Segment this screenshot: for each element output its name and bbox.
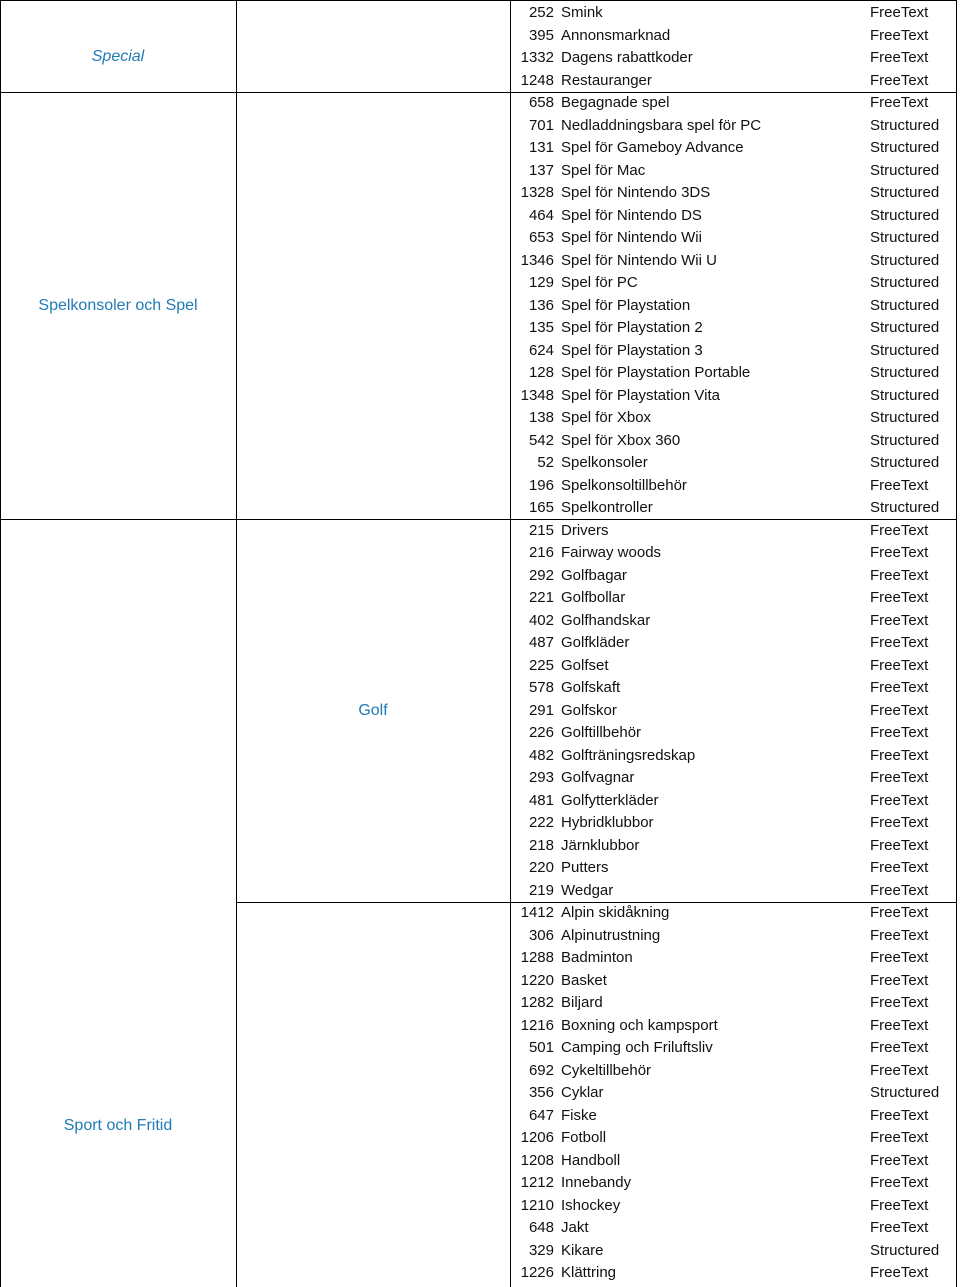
field-type: Structured [870,409,940,426]
category-id: 196 [528,476,554,494]
group-label-spelkonsoler: Spelkonsoler och Spel [38,297,198,314]
field-type: FreeText [870,1106,929,1124]
category-id: 1332 [520,49,554,66]
field-type: Structured [870,139,940,156]
category-id: 1208 [520,1151,554,1169]
category-name: Boxning och kampsport [561,1016,718,1034]
category-id: 291 [528,701,554,719]
table-row [510,857,956,880]
category-id: 1288 [520,949,554,966]
category-name: Ishockey [561,1196,621,1214]
field-type: FreeText [870,859,929,876]
category-name: Golfbagar [561,566,627,584]
category-name: Spel för Playstation 2 [561,319,703,336]
field-type: FreeText [870,994,929,1011]
group-label-special: Special [91,48,145,65]
category-id: 701 [528,116,554,134]
category-name: Alpin skidåkning [561,904,670,921]
field-type: FreeText [870,769,929,786]
category-name: Innebandy [561,1174,632,1191]
table-row [510,700,956,723]
category-name: Fiske [561,1106,597,1124]
group-label-golf: Golf [358,702,388,719]
category-name: Spel för Playstation 3 [561,341,703,359]
field-type: Structured [870,1084,940,1101]
category-id: 1212 [520,1174,554,1191]
field-type: FreeText [870,544,929,561]
table-row [510,790,956,813]
field-type: FreeText [870,679,929,696]
category-name: Golfvagnar [561,769,635,786]
field-type: FreeText [870,1174,929,1191]
field-type: FreeText [870,566,929,584]
category-id: 624 [528,341,554,359]
field-type: Structured [870,116,940,134]
category-name: Alpinutrustning [561,926,661,944]
table-row [510,2,956,25]
category-name: Spel för Nintendo Wii U [561,251,717,269]
category-name: Spel för Gameboy Advance [561,139,744,156]
category-name: Golfhandskar [561,611,651,629]
field-type: FreeText [870,971,929,989]
category-name: Handboll [561,1151,621,1169]
category-id: 292 [528,566,554,584]
field-type: FreeText [870,904,929,921]
category-name: Drivers [561,521,609,539]
table-row [510,160,956,183]
category-id: 647 [528,1106,554,1124]
category-name: Golfskaft [561,679,621,696]
category-name: Begagnade spel [561,94,670,111]
category-name: Järnklubbor [561,836,640,854]
category-name: Golfbollar [561,589,626,606]
category-id: 219 [528,881,554,899]
table-row [510,430,956,453]
category-id: 306 [528,926,554,944]
field-type: Structured [870,364,940,381]
category-id: 220 [528,859,554,876]
category-id: 1226 [520,1264,554,1281]
category-id: 135 [528,319,554,336]
field-type: Structured [870,229,940,246]
category-name: Nedladdningsbara spel för PC [561,116,762,134]
field-type: FreeText [870,1196,929,1214]
category-name: Dagens rabattkoder [561,49,693,66]
table-row [510,340,956,363]
field-type: FreeText [870,1061,929,1079]
category-id: 481 [528,791,554,809]
table-row [510,632,956,655]
category-name: Spelkonsoltillbehör [561,476,687,494]
category-id: 128 [528,364,554,381]
category-id: 137 [528,161,554,179]
field-type: Structured [870,341,940,359]
category-id: 329 [528,1241,554,1259]
category-name: Cykeltillbehör [561,1061,652,1079]
category-id: 252 [528,4,554,21]
category-name: Spel för Nintendo 3DS [561,184,711,201]
table-row [510,1150,956,1173]
table-row [510,1105,956,1128]
category-id: 356 [528,1084,554,1101]
field-type: Structured [870,274,940,291]
table-row [510,925,956,948]
table-row [510,317,956,340]
column-divider [236,0,237,1287]
category-id: 1412 [520,904,554,921]
category-name: Smink [561,4,603,21]
category-name: Badminton [561,949,633,966]
category-name: Klättring [561,1264,617,1281]
field-type: FreeText [870,476,929,494]
category-id: 226 [528,724,554,741]
category-id: 131 [528,139,554,156]
field-type: FreeText [870,926,929,944]
table-border-left [0,0,1,1287]
category-name: Putters [561,859,609,876]
table-border-right [956,0,957,1287]
table-row [510,272,956,295]
category-id: 1282 [520,994,554,1011]
table-row [510,497,956,520]
table-row [510,677,956,700]
category-id: 542 [528,431,554,449]
field-type: FreeText [870,1264,929,1281]
category-id: 138 [528,409,554,426]
category-name: Kikare [561,1241,604,1259]
table-row [510,722,956,745]
category-id: 653 [528,229,554,246]
field-type: Structured [870,454,940,471]
category-id: 578 [528,679,554,696]
table-row [510,565,956,588]
category-name: Spel för Playstation Vita [561,386,720,404]
field-type: Structured [870,296,940,314]
category-name: Fotboll [561,1129,607,1146]
category-name: Restauranger [561,71,652,89]
category-id: 1248 [520,71,554,89]
table-row [510,902,956,925]
table-row [510,1195,956,1218]
field-type: Structured [870,206,940,224]
table-row [510,542,956,565]
category-id: 216 [528,544,554,561]
table-row [510,1127,956,1150]
field-type: FreeText [870,1151,929,1169]
category-id: 464 [528,206,554,224]
table-row [510,812,956,835]
table-row [510,475,956,498]
field-type: FreeText [870,791,929,809]
table-row [510,947,956,970]
table-row [510,970,956,993]
table-row [510,655,956,678]
table-row [510,1015,956,1038]
table-row [510,767,956,790]
category-id: 218 [528,836,554,854]
category-id: 487 [528,634,554,651]
category-name: Golfskor [561,701,617,719]
table-row [510,250,956,273]
table-row [510,745,956,768]
category-name: Spel för Nintendo Wii [561,229,702,246]
field-type: Structured [870,251,940,269]
category-name: Spel för Xbox [561,409,652,426]
category-id: 1348 [520,386,554,404]
category-name: Cyklar [561,1084,604,1101]
field-type: Structured [870,319,940,336]
table-row [510,520,956,543]
field-type: FreeText [870,521,929,539]
category-name: Spel för Nintendo DS [561,206,702,224]
category-name: Wedgar [561,881,614,899]
field-type: FreeText [870,949,929,966]
field-type: FreeText [870,881,929,899]
category-id: 215 [528,521,554,539]
category-id: 1206 [520,1129,554,1146]
field-type: FreeText [870,1219,929,1236]
category-id: 1328 [520,184,554,201]
table-row [510,880,956,903]
field-type: FreeText [870,589,929,606]
field-type: FreeText [870,611,929,629]
table-row [510,407,956,430]
table-row [510,115,956,138]
field-type: FreeText [870,49,929,66]
category-rows [510,2,956,1285]
field-type: FreeText [870,1129,929,1146]
category-name: Spel för Mac [561,161,646,179]
category-name: Golfkläder [561,634,630,651]
category-id: 225 [528,656,554,674]
field-type: FreeText [870,814,929,831]
field-type: FreeText [870,746,929,764]
category-id: 222 [528,814,554,831]
table-row [510,182,956,205]
table-row [510,362,956,385]
category-id: 1210 [520,1196,554,1214]
category-name: Spel för Playstation [561,296,691,314]
field-type: FreeText [870,634,929,651]
category-name: Spel för Xbox 360 [561,431,681,449]
field-type: Structured [870,386,940,404]
table-row [510,1172,956,1195]
field-type: Structured [870,184,940,201]
category-name: Annonsmarknad [561,26,671,44]
category-name: Golfträningsredskap [561,746,696,764]
category-name: Spelkontroller [561,499,653,516]
category-name: Golftillbehör [561,724,642,741]
field-type: FreeText [870,701,929,719]
table-row [510,1217,956,1240]
category-id: 402 [528,611,554,629]
field-type: FreeText [870,94,929,111]
category-id: 165 [528,499,554,516]
table-row [510,587,956,610]
table-row [510,47,956,70]
category-id: 136 [528,296,554,314]
table-row [510,1037,956,1060]
field-type: FreeText [870,656,929,674]
field-type: FreeText [870,71,929,89]
field-type: FreeText [870,26,929,44]
table-row [510,385,956,408]
table-row [510,835,956,858]
category-id: 658 [528,94,554,111]
category-id: 1346 [520,251,554,269]
category-id: 221 [528,589,554,606]
table-row [510,1082,956,1105]
field-type: FreeText [870,1016,929,1034]
field-type: FreeText [870,4,929,21]
category-id: 482 [528,746,554,764]
category-name: Spelkonsoler [561,454,648,471]
field-type: Structured [870,1241,940,1259]
category-name: Camping och Friluftsliv [561,1039,713,1056]
category-id: 395 [528,26,554,44]
table-row [510,25,956,48]
group-label-sport-och-fritid: Sport och Fritid [63,1117,173,1134]
category-name: Spel för Playstation Portable [561,364,751,381]
table-row [510,92,956,115]
field-type: Structured [870,499,940,516]
category-id: 293 [528,769,554,786]
table-row [510,1060,956,1083]
table-row [510,610,956,633]
table-row [510,295,956,318]
field-type: Structured [870,161,940,179]
category-name: Hybridklubbor [561,814,654,831]
table-border-top [0,0,957,1]
table-row [510,992,956,1015]
category-name: Biljard [561,994,603,1011]
category-name: Golfytterkläder [561,791,659,809]
category-id: 501 [528,1039,554,1056]
category-id: 1220 [520,971,554,989]
table-row [510,1240,956,1263]
table-row [510,227,956,250]
field-type: FreeText [870,1039,929,1056]
category-name: Basket [561,971,607,989]
field-type: FreeText [870,724,929,741]
table-row [510,452,956,475]
category-name: Jakt [561,1219,589,1236]
category-name: Fairway woods [561,544,662,561]
category-id: 648 [528,1219,554,1236]
category-name: Spel för PC [561,274,638,291]
category-id: 1216 [520,1016,554,1034]
table-row [510,1262,956,1285]
field-type: Structured [870,431,940,449]
table-row [510,70,956,93]
category-id: 129 [528,274,554,291]
category-name: Golfset [561,656,609,674]
field-type: FreeText [870,836,929,854]
table-row [510,205,956,228]
table-row [510,137,956,160]
category-id: 52 [537,454,554,471]
category-id: 692 [528,1061,554,1079]
